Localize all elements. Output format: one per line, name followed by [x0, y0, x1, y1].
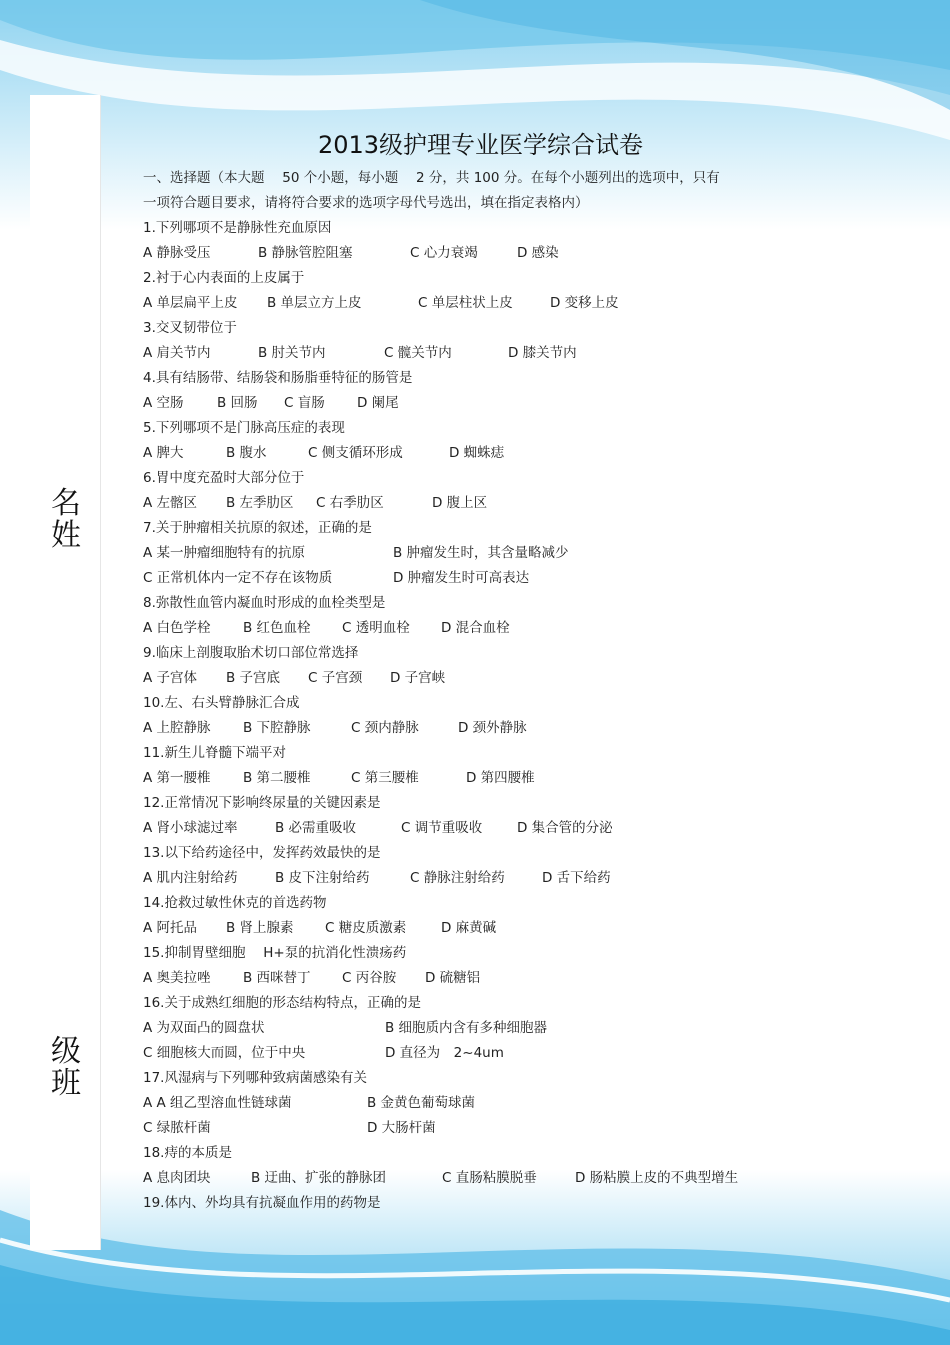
- answer-option: D 混合血栓: [441, 620, 510, 636]
- answer-option: D 肠粘膜上皮的不典型增生: [575, 1170, 739, 1186]
- answer-option: C 右季肋区: [316, 495, 384, 511]
- question-stem: 13.以下给药途径中，发挥药效最快的是: [143, 845, 381, 861]
- answer-option: C 细胞核大而圆，位于中央: [143, 1045, 306, 1061]
- answer-option: A 子宫体: [143, 670, 198, 686]
- option-row: [143, 1091, 793, 1116]
- answer-option: B 回肠: [217, 395, 258, 411]
- answer-option: C 单层柱状上皮: [418, 295, 513, 311]
- answer-option: A 左髂区: [143, 495, 198, 511]
- answer-option: D 麻黄碱: [441, 920, 497, 936]
- question-stem: 11.新生儿脊髓下端平对: [143, 745, 286, 761]
- option-row: [143, 816, 793, 841]
- option-row: [143, 291, 793, 316]
- answer-option: D 变移上皮: [550, 295, 619, 311]
- answer-option: B 皮下注射给药: [275, 870, 370, 886]
- answer-option: D 第四腰椎: [466, 770, 535, 786]
- question-stem: 1.下列哪项不是静脉性充血原因: [143, 220, 332, 236]
- answer-option: B 红色血栓: [243, 620, 311, 636]
- option-row: [143, 391, 793, 416]
- name-field-label: 名姓: [51, 486, 81, 553]
- answer-option: C 盲肠: [284, 395, 325, 411]
- question-stem: 4.具有结肠带、结肠袋和肠脂垂特征的肠管是: [143, 370, 413, 386]
- answer-option: B 迂曲、扩张的静脉团: [251, 1170, 387, 1186]
- answer-option: D 腹上区: [432, 495, 488, 511]
- answer-option: B 西咪替丁: [243, 970, 311, 986]
- exam-page: [143, 128, 793, 1216]
- answer-option: B 静脉管腔阻塞: [258, 245, 353, 261]
- option-row: [143, 341, 793, 366]
- answer-option: C 调节重吸收: [401, 820, 483, 836]
- option-row: [143, 491, 793, 516]
- answer-option: D 子宫峡: [390, 670, 446, 686]
- option-row: [143, 1041, 793, 1066]
- answer-option: B 金黄色葡萄球菌: [367, 1095, 476, 1111]
- question-stem: 12.正常情况下影响终尿量的关键因素是: [143, 795, 381, 811]
- question-stem: 17.风湿病与下列哪种致病菌感染有关: [143, 1070, 367, 1086]
- answer-option: A 白色学栓: [143, 620, 211, 636]
- answer-option: D 颈外静脉: [458, 720, 527, 736]
- answer-option: B 必需重吸收: [275, 820, 357, 836]
- answer-option: A 肩关节内: [143, 345, 211, 361]
- answer-option: D 肿瘤发生时可高表达: [393, 570, 530, 586]
- section-intro: [143, 166, 793, 216]
- answer-option: D 直径为 2~4um: [385, 1045, 504, 1061]
- answer-option: D 蜘蛛痣: [449, 445, 505, 461]
- answer-option: C 子宫颈: [308, 670, 363, 686]
- question-stem: 16.关于成熟红细胞的形态结构特点，正确的是: [143, 995, 421, 1011]
- answer-option: C 直肠粘膜脱垂: [442, 1170, 537, 1186]
- question-stem: 19.体内、外均具有抗凝血作用的药物是: [143, 1195, 381, 1211]
- answer-option: B 肾上腺素: [226, 920, 294, 936]
- option-row: [143, 766, 793, 791]
- option-row: [143, 866, 793, 891]
- question-stem: 10.左、右头臂静脉汇合成: [143, 695, 300, 711]
- option-row: [143, 916, 793, 941]
- exam-title: 2013级护理专业医学综合试卷: [317, 131, 644, 159]
- option-row: [143, 666, 793, 691]
- question-stem: 2.衬于心内表面的上皮属于: [143, 270, 305, 286]
- answer-option: D 集合管的分泌: [517, 820, 613, 836]
- answer-option: B 左季肋区: [226, 495, 294, 511]
- answer-option: C 静脉注射给药: [410, 870, 505, 886]
- answer-option: A A 组乙型溶血性链球菌: [143, 1095, 292, 1111]
- option-row: [143, 1166, 793, 1191]
- answer-option: C 侧支循环形成: [308, 445, 403, 461]
- answer-option: A 第一腰椎: [143, 770, 211, 786]
- question-stem: 15.抑制胃壁细胞 H+泵的抗消化性溃疡药: [143, 945, 407, 961]
- answer-option: A 奥美拉唑: [143, 970, 211, 986]
- question-stem: 9.临床上剖腹取胎术切口部位常选择: [143, 645, 359, 661]
- answer-option: A 肾小球滤过率: [143, 820, 238, 836]
- answer-option: C 绿脓杆菌: [143, 1120, 211, 1136]
- answer-option: C 心力衰竭: [410, 245, 478, 261]
- answer-option: C 丙谷胺: [342, 970, 397, 986]
- option-row: [143, 1016, 793, 1041]
- option-row: [143, 441, 793, 466]
- answer-option: B 单层立方上皮: [267, 295, 362, 311]
- answer-option: C 糖皮质激素: [325, 920, 407, 936]
- question-stem: 18.痔的本质是: [143, 1145, 232, 1161]
- answer-option: A 上腔静脉: [143, 720, 211, 736]
- answer-option: D 舌下给药: [542, 870, 611, 886]
- answer-option: D 硫糖铝: [425, 970, 481, 986]
- option-row: [143, 541, 793, 566]
- answer-option: C 正常机体内一定不存在该物质: [143, 570, 333, 586]
- option-row: [143, 616, 793, 641]
- question-stem: 6.胃中度充盈时大部分位于: [143, 470, 305, 486]
- intro-line: 一、选择题（本大题 50 个小题，每小题 2 分，共 100 分。在每个小题列出的选项中，只有: [143, 170, 720, 186]
- question-stem: 3.交叉韧带位于: [143, 320, 237, 336]
- answer-option: A 肌内注射给药: [143, 870, 238, 886]
- question-stem: 14.抢救过敏性休克的首选药物: [143, 895, 327, 911]
- answer-option: B 下腔静脉: [243, 720, 311, 736]
- answer-option: B 肘关节内: [258, 345, 326, 361]
- answer-option: C 第三腰椎: [351, 770, 419, 786]
- answer-option: C 透明血栓: [342, 620, 410, 636]
- answer-option: D 大肠杆菌: [367, 1120, 436, 1136]
- answer-option: A 脾大: [143, 445, 184, 461]
- answer-option: B 肿瘤发生时，其含量略减少: [393, 545, 569, 561]
- answer-option: A 息肉团块: [143, 1170, 211, 1186]
- answer-option: D 阑尾: [357, 395, 399, 411]
- question-stem: 8.弥散性血管内凝血时形成的血栓类型是: [143, 595, 386, 611]
- answer-option: D 膝关节内: [508, 345, 577, 361]
- answer-option: B 细胞质内含有多种细胞器: [385, 1020, 548, 1036]
- option-row: [143, 241, 793, 266]
- option-row: [143, 1116, 793, 1141]
- answer-option: B 腹水: [226, 445, 267, 461]
- answer-option: A 为双面凸的圆盘状: [143, 1020, 265, 1036]
- answer-option: B 子宫底: [226, 670, 281, 686]
- answer-option: C 髋关节内: [384, 345, 452, 361]
- question-list: [143, 216, 793, 1216]
- answer-option: A 空肠: [143, 395, 184, 411]
- answer-option: D 感染: [517, 245, 559, 261]
- option-row: [143, 966, 793, 991]
- question-stem: 5.下列哪项不是门脉高压症的表现: [143, 420, 345, 436]
- answer-option: C 颈内静脉: [351, 720, 419, 736]
- option-row: [143, 566, 793, 591]
- answer-option: B 第二腰椎: [243, 770, 311, 786]
- option-row: [143, 716, 793, 741]
- answer-option: A 静脉受压: [143, 245, 211, 261]
- answer-option: A 阿托品: [143, 920, 198, 936]
- answer-option: A 单层扁平上皮: [143, 295, 238, 311]
- question-stem: 7.关于肿瘤相关抗原的叙述，正确的是: [143, 520, 372, 536]
- answer-option: A 某一肿瘤细胞特有的抗原: [143, 545, 306, 561]
- intro-line: 一项符合题目要求，请将符合要求的选项字母代号选出，填在指定表格内）: [143, 195, 589, 211]
- class-field-label: 级班: [51, 1034, 81, 1101]
